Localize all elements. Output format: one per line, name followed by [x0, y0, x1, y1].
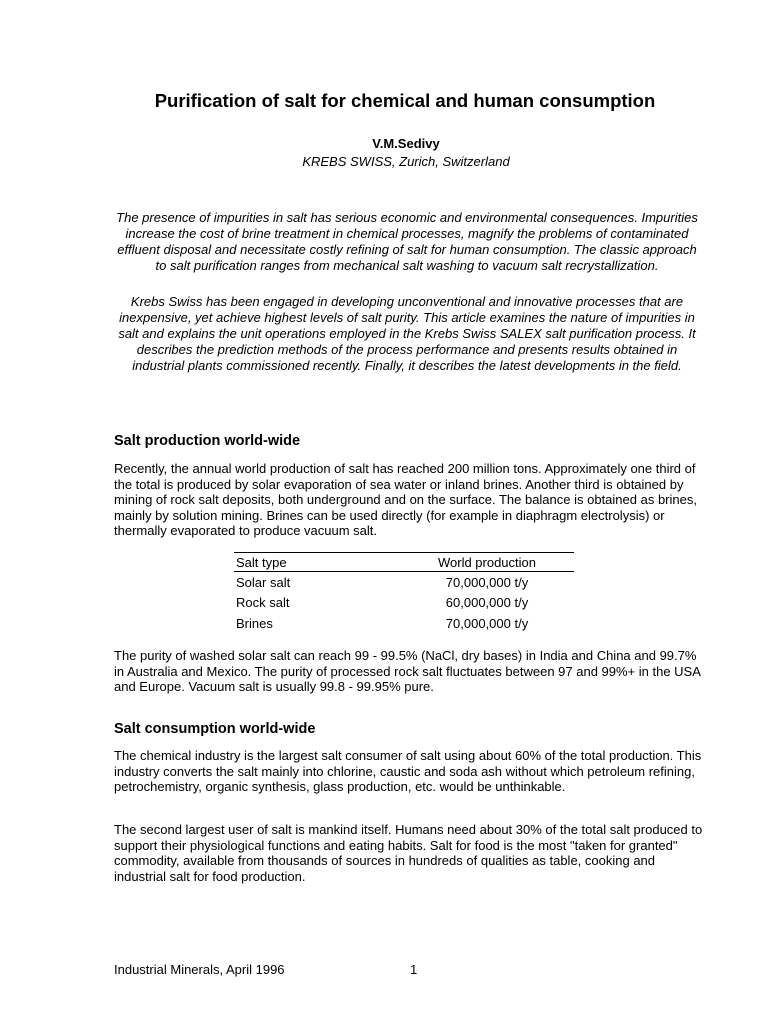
page-number: 1	[410, 962, 418, 977]
consumption-paragraph-2: The second largest user of salt is mankind itself. Humans need about 30% of the total salt produced to support their physiological functions and eating habits. Salt for food is the most "taken for granted" commodity, available from thousands of sources in hundreds of qualities as table, cooking and industrial salt for food production.	[114, 822, 703, 884]
abstract-paragraph-1: The presence of impurities in salt has serious economic and environmental consequences. Impurities increase the cost of brine treatment in chemical processes, magnify the problems of contaminated effluent disposal and necessitate costly refining of salt for human consumption. The classic approach to salt purification ranges from mechanical salt washing to vacuum salt recrystallization.	[116, 210, 698, 273]
table-cell-salt-type: Brines	[236, 615, 273, 631]
salt-production-table	[234, 552, 574, 634]
section-heading-consumption: Salt consumption world-wide	[114, 721, 316, 737]
table-header-salt-type: Salt type	[236, 554, 287, 570]
consumption-paragraph-1: The chemical industry is the largest salt consumer of salt using about 60% of the total production. This industry converts the salt mainly into chlorine, caustic and soda ash without which petroleum refining, petrochemistry, organic synthesis, glass production, etc. would be unthinkable.	[114, 748, 702, 794]
production-paragraph-2: The purity of washed solar salt can reach 99 - 99.5% (NaCl, dry bases) in India and China and 99.7% in Australia and Mexico. The purity of processed rock salt fluctuates between 97 and 99%+ in the USA and Europe. Vacuum salt is usually 99.8 - 99.95% pure.	[114, 648, 701, 694]
table-row	[234, 613, 574, 634]
paper-title: Purification of salt for chemical and human consumption	[154, 90, 656, 111]
table-cell-salt-type: Rock salt	[236, 595, 290, 611]
table-cell-salt-type: Solar salt	[236, 574, 291, 590]
table-cell-production: 70,000,000 t/y	[445, 574, 529, 590]
table-row	[234, 572, 574, 593]
table-row	[234, 593, 574, 614]
abstract-paragraph-2: Krebs Swiss has been engaged in developing unconventional and innovative processes that are inexpensive, yet achieve highest levels of salt purity. This article examines the nature of impurities in salt and explains the unit operations employed in the Krebs Swiss SALEX salt purification process. It describes the prediction methods of the process performance and presents results obtained in industrial plants commissioned recently. Finally, it describes the latest developments in the field.	[118, 294, 696, 373]
table-cell-production: 70,000,000 t/y	[445, 615, 529, 631]
table-cell-production: 60,000,000 t/y	[445, 595, 529, 611]
production-paragraph-1: Recently, the annual world production of salt has reached 200 million tons. Approximately one third of the total is produced by solar evaporation of sea water or inland brines. Another third is obtained by mining of rock salt deposits, both underground and on the surface. The balance is obtained as brines, mainly by solution mining. Brines can be used directly (for example in diaphragm electrolysis) or thermally evaporated to produce vacuum salt.	[114, 461, 697, 538]
table-header-row	[234, 553, 574, 572]
author-name: V.M.Sedivy	[372, 136, 440, 151]
footer-source: Industrial Minerals, April 1996	[114, 962, 285, 977]
table-header-world-production: World production	[437, 554, 537, 570]
author-affiliation: KREBS SWISS, Zurich, Switzerland	[302, 154, 510, 169]
section-heading-production: Salt production world-wide	[114, 433, 301, 449]
